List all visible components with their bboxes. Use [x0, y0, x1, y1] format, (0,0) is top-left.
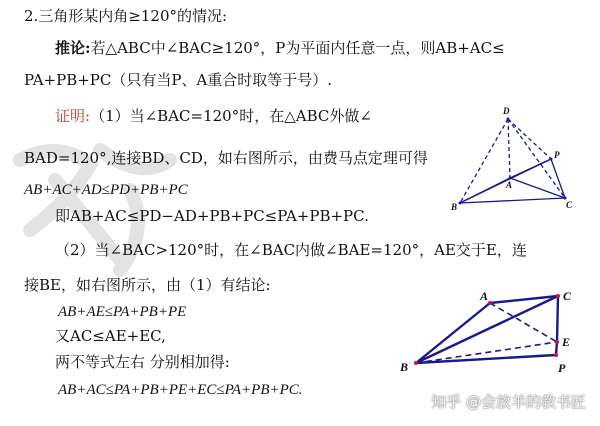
fig1-label-c: C: [566, 200, 573, 210]
proof-case1-line-2: BAD=120°,连接BD、CD，如右图所示，由费马点定理可得: [24, 149, 428, 167]
source-credit: 知乎 @会放羊的教书匠: [431, 393, 586, 411]
watermark-calligraphy: [0, 120, 190, 290]
fig2-label-b: B: [400, 360, 409, 374]
segment-cp: [551, 159, 565, 198]
proof-case1-line-1: [55, 106, 372, 126]
proof-label: 证明:: [55, 107, 91, 125]
segment-bp: [416, 355, 556, 363]
fig2-label-a: A: [480, 289, 489, 303]
segment-ac: [510, 178, 565, 198]
fig1-label-p: P: [554, 150, 560, 160]
segment-bc: [460, 198, 565, 203]
proof-case2-line-3: AB+AE≤PA+PB+PE: [58, 304, 187, 320]
fig1-label-a: A: [506, 180, 513, 190]
fig1-label-d: D: [503, 106, 510, 116]
proof-case2-line-6: AB+AC≤PA+PB+PE+EC≤PA+PB+PC.: [58, 382, 303, 398]
proof-case1-line-4: 即AB+AC≤PD−AD+PB+PC≤PA+PB+PC.: [55, 207, 369, 225]
fig2-label-e: E: [562, 335, 571, 349]
proof-case2-line-1: （2）当∠BAC>120°时，在∠BAC内做∠BAE=120°，AE交于E，连: [55, 241, 527, 259]
inference-text-1: 若△ABC中∠BAC≥120°，P为平面内任意一点，则AB+AC≤: [90, 39, 505, 57]
fig2-label-c: C: [563, 289, 572, 303]
inference-line-1: [55, 38, 505, 58]
figure-fermat-case1: [448, 104, 588, 212]
inference-line-2: PA+PB+PC（只有当P、A重合时取等于号）.: [24, 71, 333, 89]
figure-fermat-case2: [396, 288, 586, 384]
inference-label: 推论:: [55, 39, 91, 57]
segment-dp: [508, 119, 551, 159]
proof-case2-line-4: 又AC≤AE+EC,: [55, 327, 166, 345]
segment-da: [508, 119, 510, 178]
proof-case1-line-3: AB+AC+AD≤PD+PB+PC: [24, 182, 188, 198]
segment-ce: [557, 296, 558, 342]
segment-ap: [510, 159, 551, 178]
fig1-label-b: B: [451, 202, 458, 212]
section-heading: 2.三角形某内角≥120°的情况:: [24, 7, 228, 25]
proof-case2-line-5: 两不等式左右 分别相加得:: [55, 353, 230, 371]
proof-case2-line-2: 接BE，如右图所示，由（1）有结论:: [24, 276, 271, 294]
proof-case1-text-1: （1）当∠BAC=120°时，在△ABC外做∠: [90, 107, 372, 125]
fig2-label-p: P: [558, 361, 566, 375]
